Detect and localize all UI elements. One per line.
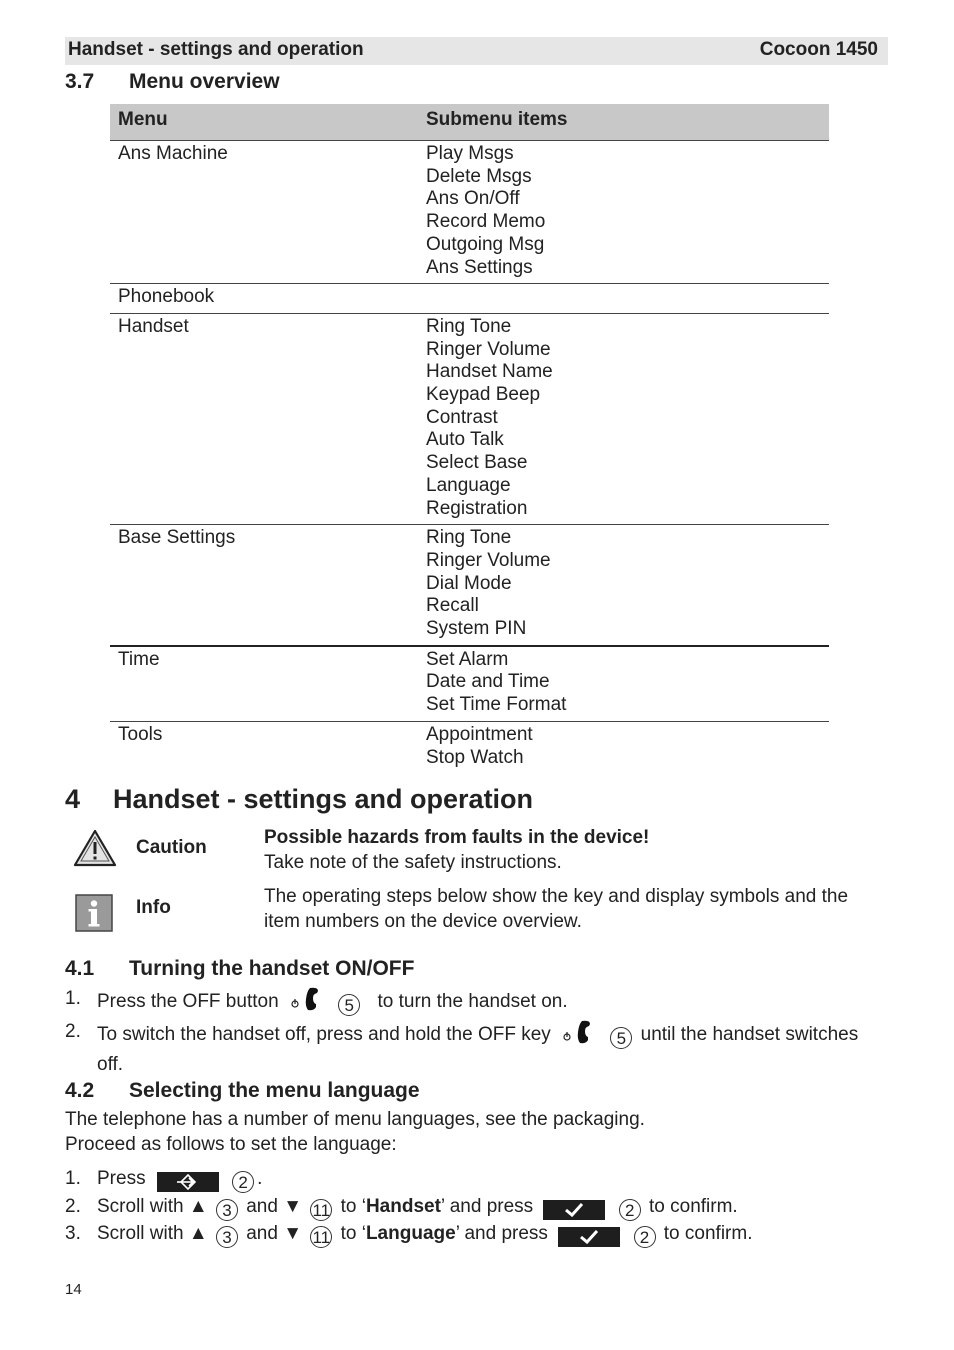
- language-intro: [65, 1107, 865, 1157]
- running-header-model: Cocoon 1450: [759, 39, 878, 60]
- submenu-item: Delete Msgs: [426, 165, 532, 187]
- step-number: 2.: [65, 1196, 81, 1217]
- key-number-badge: 2: [232, 1171, 254, 1193]
- power-phone-key-icon: [562, 1019, 598, 1052]
- table-row: [110, 284, 829, 314]
- key-number-badge: 3: [216, 1199, 238, 1221]
- key-number-badge: 11: [310, 1199, 332, 1221]
- section-4-2-heading: [65, 1079, 420, 1103]
- submenu-item: Set Alarm: [426, 648, 509, 670]
- submenu-item: Appointment: [426, 723, 533, 745]
- chapter-number: 4: [65, 784, 81, 814]
- submenu-item: Select Base: [426, 452, 528, 474]
- submenu-cell: [418, 141, 829, 284]
- info-note: [65, 887, 895, 937]
- key-number-badge: 11: [310, 1226, 332, 1248]
- menu-cell: Phonebook: [110, 284, 418, 314]
- table-row: [110, 646, 829, 722]
- caution-title: Possible hazards from faults in the device!: [264, 827, 650, 848]
- menu-cell: Handset: [110, 313, 418, 524]
- table-header-row: [110, 104, 829, 141]
- submenu-item: Date and Time: [426, 671, 550, 693]
- step-text: to confirm.: [663, 1223, 753, 1244]
- menu-cell: Ans Machine: [110, 141, 418, 284]
- submenu-cell: [418, 525, 829, 646]
- submenu-item: Ans On/Off: [426, 188, 520, 210]
- table-row: [110, 721, 829, 773]
- step-text: to turn the handset on.: [377, 991, 568, 1012]
- submenu-item: Language: [426, 474, 511, 496]
- step-number: 3.: [65, 1223, 81, 1244]
- submenu-cell: [418, 284, 829, 314]
- submenu-item: Recall: [426, 595, 479, 617]
- submenu-item: Ringer Volume: [426, 338, 551, 360]
- key-number-badge: 2: [634, 1226, 656, 1248]
- table-row: [110, 525, 829, 646]
- step-number: 1.: [65, 1168, 81, 1189]
- step-text: and ▼: [246, 1196, 303, 1217]
- submenu-item: Outgoing Msg: [426, 233, 545, 255]
- submenu-cell: [418, 313, 829, 524]
- intro-line: The telephone has a number of menu languages, see the packaging.: [65, 1109, 645, 1130]
- submenu-item: Keypad Beep: [426, 384, 541, 406]
- list-item: [65, 986, 865, 1019]
- caution-label: Caution: [136, 837, 207, 858]
- running-header: [65, 37, 888, 65]
- section-title: Menu overview: [129, 70, 280, 93]
- target-menu-name: Handset: [365, 1196, 441, 1217]
- section-number: 4.1: [65, 957, 95, 980]
- language-steps-list: [65, 1165, 865, 1248]
- submenu-item: Play Msgs: [426, 143, 514, 164]
- page-number: 14: [65, 1281, 82, 1298]
- caution-note: [65, 827, 895, 875]
- step-text: Scroll with ▲: [97, 1223, 208, 1244]
- target-menu-name: Language: [365, 1223, 456, 1244]
- ok-key-button: [558, 1227, 620, 1247]
- section-3-7-heading: [65, 70, 280, 94]
- key-number-badge: 5: [338, 994, 360, 1016]
- info-icon: [75, 894, 113, 938]
- step-text: until the handset switches off.: [97, 1024, 859, 1075]
- step-text-part: ’ and press: [455, 1223, 548, 1244]
- submenu-item: Record Memo: [426, 211, 546, 233]
- chapter-title: Handset - settings and operation: [113, 784, 534, 814]
- list-item: [65, 1221, 865, 1248]
- submenu-item: Contrast: [426, 406, 498, 428]
- intro-line: Proceed as follows to set the language:: [65, 1134, 397, 1155]
- table-row: [110, 313, 829, 524]
- step-text: Press the OFF button: [97, 991, 279, 1012]
- step-text-part: to ‘: [340, 1196, 366, 1217]
- info-text: The operating steps below show the key and display symbols and the item numbers on the device overview.: [264, 886, 849, 932]
- step-number: 1.: [65, 988, 81, 1009]
- key-number-badge: 5: [610, 1027, 632, 1049]
- step-text: .: [257, 1168, 263, 1189]
- menu-cell: Base Settings: [110, 525, 418, 646]
- list-item: [65, 1165, 865, 1193]
- submenu-item: Ring Tone: [426, 527, 512, 549]
- step-text: to confirm.: [649, 1196, 738, 1217]
- ok-key-button: [543, 1200, 605, 1220]
- list-item: [65, 1193, 865, 1221]
- step-text: and ▼: [246, 1223, 303, 1244]
- power-phone-key-icon: [290, 986, 326, 1019]
- submenu-item: Ringer Volume: [426, 549, 551, 571]
- step-text-part: to ‘: [340, 1223, 366, 1244]
- onoff-steps-list: [65, 986, 865, 1077]
- column-header-menu: Menu: [110, 104, 418, 141]
- table-row: [110, 141, 829, 284]
- menu-cell: Time: [110, 646, 418, 722]
- submenu-cell: [418, 721, 829, 773]
- submenu-item: Auto Talk: [426, 429, 504, 451]
- submenu-item: Set Time Format: [426, 694, 567, 716]
- section-title: Turning the handset ON/OFF: [129, 957, 415, 980]
- step-text-part: ’ and press: [440, 1196, 534, 1217]
- step-number: 2.: [65, 1021, 81, 1042]
- caution-text: Take note of the safety instructions.: [264, 852, 562, 873]
- submenu-item: Registration: [426, 497, 528, 519]
- step-text: Scroll with ▲: [97, 1196, 208, 1217]
- section-number: 3.7: [65, 70, 95, 93]
- key-number-badge: 2: [619, 1199, 641, 1221]
- warning-triangle-icon: [73, 829, 117, 873]
- section-number: 4.2: [65, 1079, 95, 1102]
- key-number-badge: 3: [216, 1226, 238, 1248]
- submenu-item: Stop Watch: [426, 746, 524, 768]
- menu-overview-table: [110, 104, 829, 773]
- menu-cell: Tools: [118, 723, 163, 745]
- caution-body: [264, 825, 874, 875]
- step-text: [341, 1196, 534, 1217]
- submenu-item: Dial Mode: [426, 572, 512, 594]
- running-header-title: Handset - settings and operation: [68, 39, 364, 60]
- submenu-item: Handset Name: [426, 361, 553, 383]
- submenu-cell: [418, 646, 829, 722]
- info-label: Info: [136, 897, 171, 918]
- section-4-1-heading: [65, 957, 414, 981]
- chapter-4-heading: [65, 784, 533, 815]
- submenu-item: Ans Settings: [426, 256, 533, 278]
- step-text: Press: [97, 1168, 146, 1189]
- column-header-submenu: Submenu items: [418, 104, 829, 141]
- menu-key-button: [157, 1172, 219, 1192]
- list-item: [65, 1019, 865, 1077]
- submenu-item: System PIN: [426, 618, 527, 640]
- step-text: To switch the handset off, press and hold the OFF key: [97, 1024, 551, 1045]
- section-title: Selecting the menu language: [129, 1079, 420, 1102]
- step-text: [341, 1223, 548, 1244]
- submenu-item: Ring Tone: [426, 315, 512, 337]
